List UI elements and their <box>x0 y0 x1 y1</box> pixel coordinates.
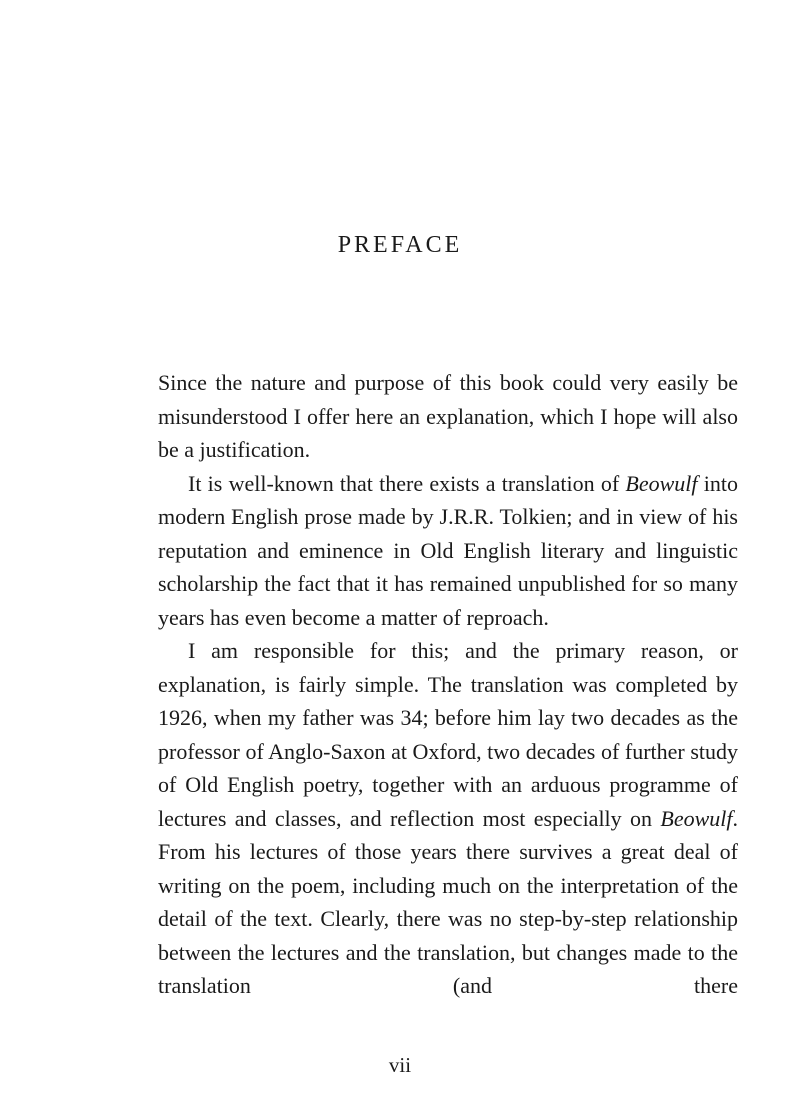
beowulf-title-1: Beowulf <box>625 470 698 496</box>
paragraph-2-text-a: It is well-known that there exists a translation of <box>188 470 626 496</box>
body-text <box>158 366 738 1003</box>
paragraph-2-text-b: into modern English prose made by J.R.R. Tolkien; and in view of his reputation and eminence in Old English literary and linguistic scholarship the fact that it has remained unpublished for so many years has even become a matter of reproach. <box>158 470 738 630</box>
page-number: vii <box>388 1053 412 1077</box>
paragraph-3-text-a: I am responsible for this; and the primary reason, or explanation, is fairly simple. The translation was completed by 1926, when my father was 34; before him lay two decades as the professor of Anglo-Saxon at Oxford, two decades of further study of Old English poetry, together with an arduous programme of lectures and classes, and reflection most especially on <box>158 638 738 831</box>
paragraph-3-text-b: . From his lectures of those years there survives a great deal of writing on the poem, including much on the interpretation of the detail of the text. Clearly, there was no step-by-step relationship between the lectures and the translation, but changes made to the translation (and there <box>158 805 738 998</box>
paragraph-1 <box>158 366 738 467</box>
paragraph-1-text: Since the nature and purpose of this book could very easily be misunderstood I offer here an explanation, which I hope will also be a justification. <box>158 370 738 462</box>
paragraph-3 <box>158 634 738 1003</box>
paragraph-2 <box>158 467 738 635</box>
beowulf-title-2: Beowulf <box>660 805 733 831</box>
chapter-heading: PREFACE <box>337 232 463 258</box>
